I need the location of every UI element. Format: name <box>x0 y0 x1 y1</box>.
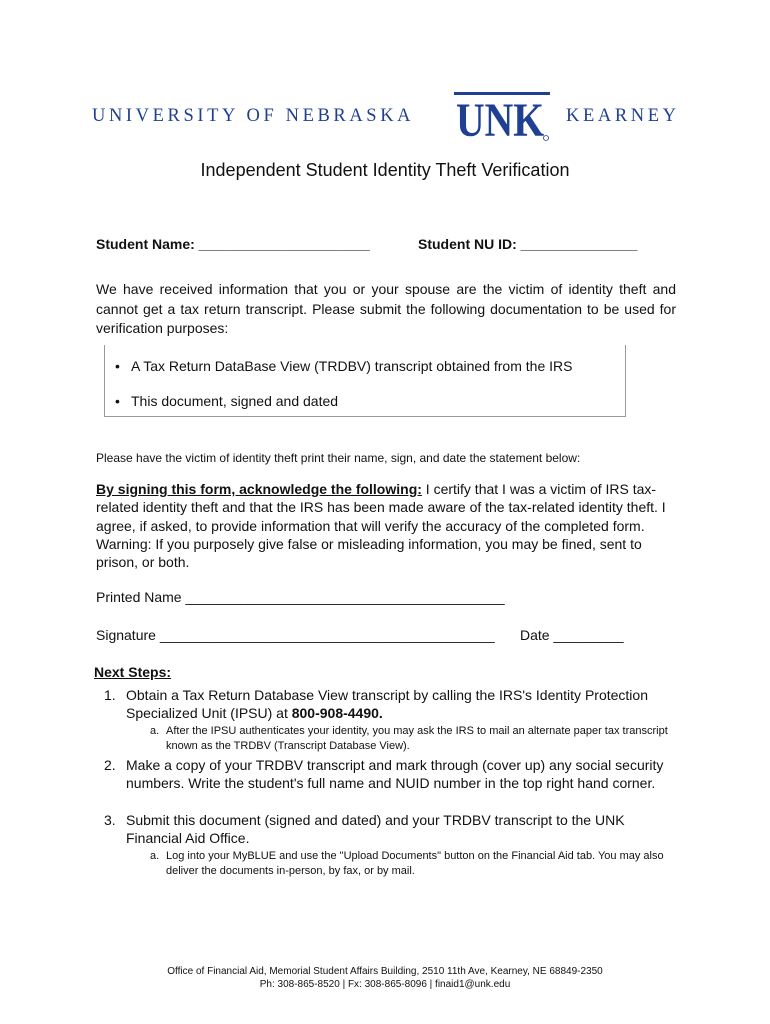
required-documents-box <box>104 345 626 417</box>
instruction-text: Please have the victim of identity theft print their name, sign, and date the statement below: <box>96 451 581 465</box>
bullet-icon: • <box>115 393 120 409</box>
logo-text-university: UNIVERSITY OF NEBRASKA <box>92 106 415 126</box>
signature-line: Signature ___________________________________________ <box>96 627 495 643</box>
printed-name-line: Printed Name _________________________________________ <box>96 589 505 605</box>
certification-statement <box>96 480 680 571</box>
page-title: Independent Student Identity Theft Verification <box>200 160 570 180</box>
ipsu-phone: 800-908-4490. <box>291 705 383 722</box>
next-steps-title: Next Steps: <box>94 664 172 680</box>
unk-logo-mark <box>454 92 550 147</box>
student-name-field: Student Name: ______________________ <box>96 236 370 252</box>
date-line: Date _________ <box>520 627 624 643</box>
certification-body: I certify that I was a victim of IRS tax-related identity theft and that the IRS has been made aware of the tax-related identity theft. I agree, if asked, to provide information that will verify the accuracy of the completed form. Warning: If you purposely give false or misleading information, you may be fined, sent to prison, or both. <box>96 481 666 571</box>
footer-contact: Ph: 308-865-8520 | Fx: 308-865-8096 | finaid1@unk.edu <box>259 979 511 990</box>
document-page: UNIVERSITY OF NEBRASKA UNK KEARNEY Independent Student Identity Theft Verification Student Name: ______________________ Student NU ID: _______________ We have received information that you or your spouse are the victim of identity theft and cannot get a tax return transcript. Please submit the following documentation to be used for verification purposes: • A Tax Return DataBase View (TRDBV) transcript obtained from the IRS • This document, signed and dated Please have the victim of identity theft print their name, sign, and date the statement below: By signing this form, acknowledge the following: I certify that I was a victim of IRS tax-related identity theft and that the IRS has been made aware of the tax-related identity theft. I agree, if asked, to provide information that will verify the accuracy of the completed form. Warning: If you purposely give false or misleading information, you may be fined, sent to prison, or both. Printed Name _________________________________________ Signature ___________________________________________ Date _________ Next Steps: 1. Obtain a Tax Return Database View transcript by calling the IRS's Identity Protection Specialized Unit (IPSU) at 800-908-4490. a. After the IPSU authenticates your identity, you may ask the IRS to mail an alternate paper tax transcript known as the TRDBV (Transcript Database View). 2. Make a copy of your TRDBV transcript and mark through (cover up) any social security numbers. Write the student's full name and NUID number in the top right hand corner. 3. Submit this document (signed and dated) and your TRDBV transcript to the UNK Financial Aid Office. a. Log into your MyBLUE and use the "Upload Documents" button on the Financial Aid tab. You may also deliver the documents in-person, by fax, or by mail. Office of Financial Aid, Memorial Student Affairs Building, 2510 11th Ave, Kearney, NE 68849-2350 Ph: 308-865-8520 | Fx: 308-865-8096 | finaid1@unk.edu <box>0 0 770 1024</box>
certification-lead: By signing this form, acknowledge the following: <box>96 481 422 497</box>
logo-mark-text: UNK <box>456 94 544 147</box>
footer-address: Office of Financial Aid, Memorial Student Affairs Building, 2510 11th Ave, Kearney, NE 68849-2350 <box>167 966 603 977</box>
university-logo <box>0 90 770 146</box>
checklist-item: • This document, signed and dated <box>115 393 339 409</box>
intro-paragraph: We have received information that you or your spouse are the victim of identity theft and cannot get a tax return transcript. Please submit the following documentation to be used for verification purposes: <box>96 281 676 336</box>
office-footer <box>0 965 770 991</box>
checklist-item: • A Tax Return DataBase View (TRDBV) transcript obtained from the IRS <box>115 358 573 374</box>
bullet-icon: • <box>115 358 120 374</box>
student-id-field: Student NU ID: _______________ <box>418 236 638 252</box>
logo-text-kearney: KEARNEY <box>566 106 680 126</box>
